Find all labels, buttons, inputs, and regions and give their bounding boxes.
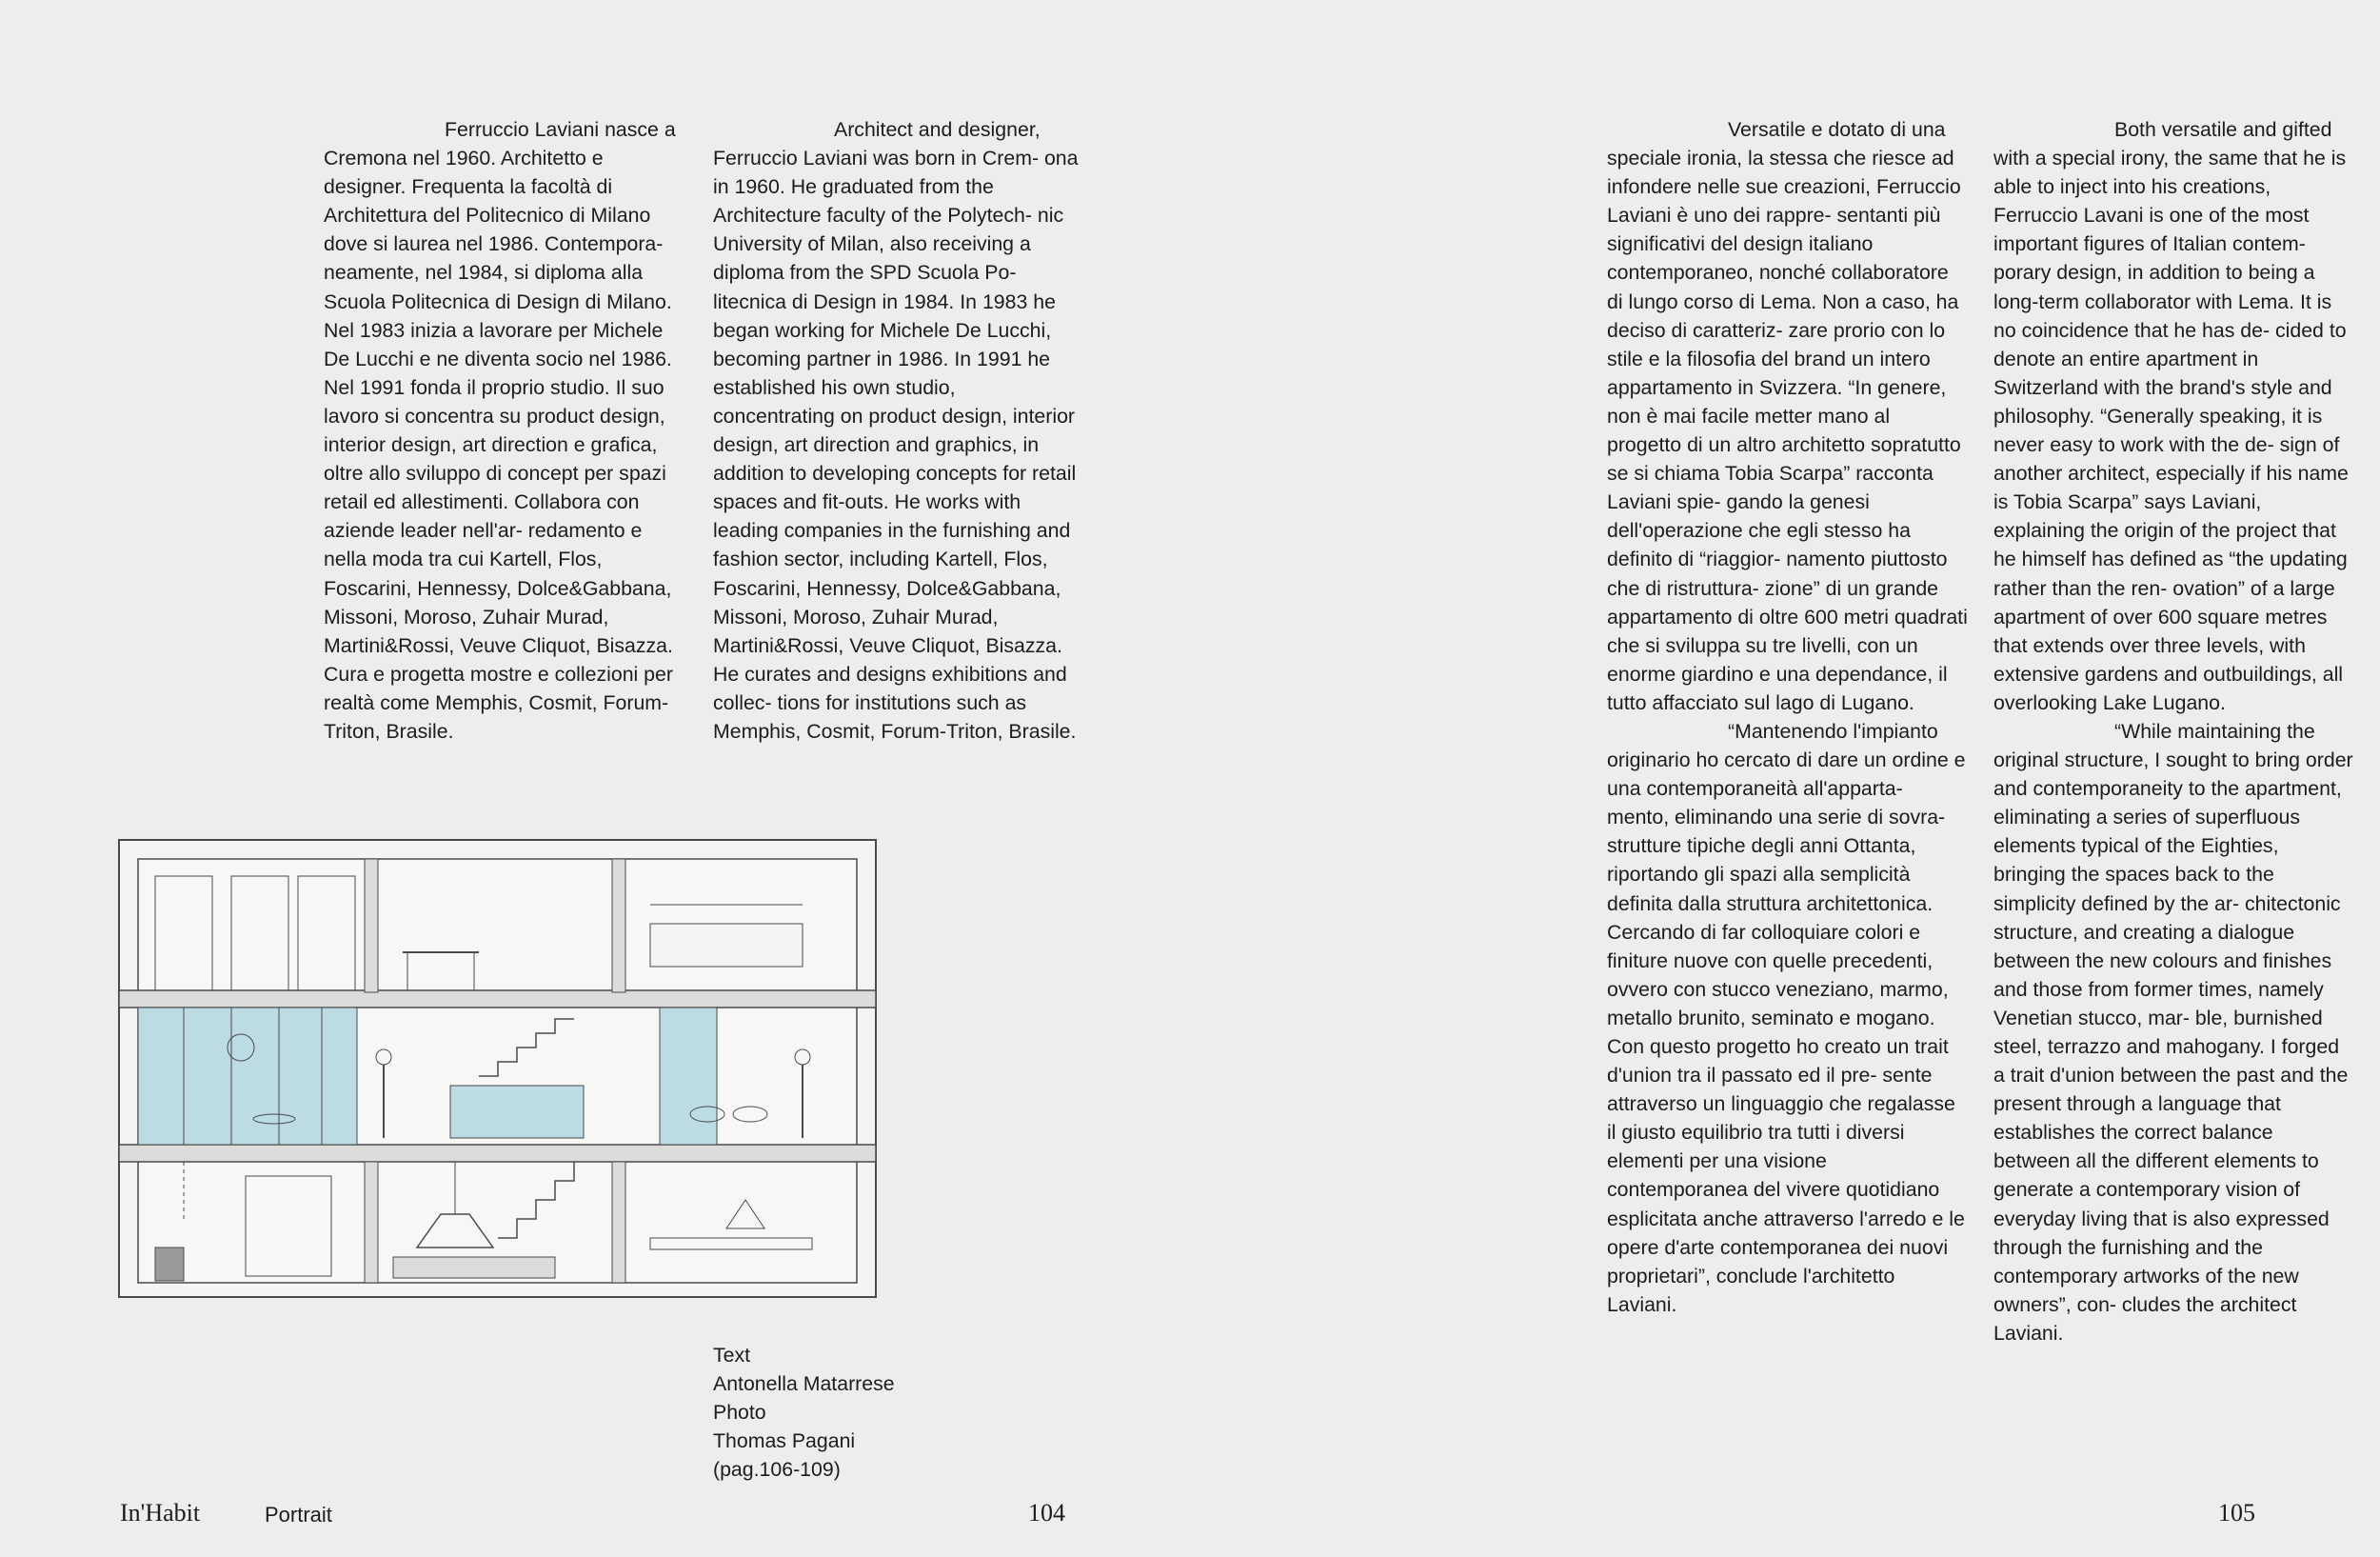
article-italian-column [1607,115,1969,1319]
bio-english-column [713,115,1080,746]
credit-photo-author: Thomas Pagani [713,1429,856,1453]
credit-pages: (pag.106-109) [713,1458,841,1482]
article-english-paragraph-2: “While maintaining the original structure, I sought to bring order and contemporaneity to the apartment, eliminating a series of superfluous elements typical of the Eighties, bringing the spaces back to the simplicity defined by the ar- chitectonic structure, and creating a dialogue between the new colours and finishes and those from former times, namely Venetian stucco, mar- ble, burnished steel, terrazzo and mahogany. I forged a trait d'union between the past and the present through a language that establishes the correct balance between all the different elements to generate a contemporary vision of everyday living that is also expressed through the furnishing and the contemporary artworks of the new owners”, con- cludes the architect Laviani. [1993,719,2353,1345]
page-number-left: 104 [1028,1499,1065,1527]
article-italian-paragraph-2: “Mantenendo l'impianto originario ho cercato di dare un ordine e una contemporaneità all'apparta- mento, eliminando una serie di sovra- strutture tipiche degli anni Ottanta, riportando gli spazi alla semplicità definita dalla struttura architettonica. Cercando di far colloquiare colori e finiture nuove con quelle precedenti, ovvero con stucco veneziano, marmo, metallo brunito, seminato e mogano. Con questo progetto ho creato un trait d'union tra il passato ed il pre- sente attraverso un linguaggio che regalasse il giusto equilibrio tra tutti i diversi elementi per una visione contemporanea del vivere quotidiano esplicitata anche attraverso l'arredo e le opere d'arte contemporanea dei nuovi proprietari”, conclude l'architetto Laviani. [1607,719,1966,1316]
bio-italian-column [324,115,685,746]
house-section-drawing [117,838,879,1300]
bio-italian-paragraph: Ferruccio Laviani nasce a Cremona nel 1960. Architetto e designer. Frequenta la facoltà di Architettura del Politecnico di Milano dove si laurea nel 1986. Contempora- neamente, nel 1984, si diploma alla Scuola Politecnica di Design di Milano. Nel 1983 inizia a lavorare per Michele De Lucchi e ne diventa socio nel 1986. Nel 1991 fonda il proprio studio. Il suo lavoro si concentra su product design, interior design, art direction e grafica, oltre allo sviluppo di concept per spazi retail ed allestimenti. Collabora con aziende leader nell'ar- redamento e nella moda tra cui Kartell, Flos, Foscarini, Hennessy, Dolce&Gabbana, Missoni, Moroso, Zuhair Murad, Martini&Rossi, Veuve Cliquot, Bisazza. Cura e progetta mostre e collezioni per realtà come Memphis, Cosmit, Forum-Triton, Brasile. [324,118,676,743]
credit-photo-label: Photo [713,1401,766,1425]
page-number-right: 105 [2218,1499,2255,1527]
article-credits [713,1341,999,1484]
article-english-paragraph-1: Both versatile and gifted with a special irony, the same that he is able to inject into his creations, Ferruccio Lavani is one of the most important figures of Italian contem- porary design, in addition to being a long-term collaborator with Lema. It is no coincidence that he has de- cided to denote an entire apartment in Switzerland with the brand's style and philosophy. “Generally speaking, it is never easy to work with the de- sign of another architect, especially if his name is Tobia Scarpa” says Laviani, explaining the origin of the project that he himself has defined as “the updating rather than the ren- ovation” of a large apartment of over 600 square metres that extends over three levels, with extensive gardens and outbuildings, all overlooking Lake Lugano. [1993,118,2349,714]
article-english-column [1993,115,2355,1347]
section-label: Portrait [265,1503,332,1527]
article-italian-paragraph-1: Versatile e dotato di una speciale ironia, la stessa che riesce ad infondere nelle sue creazioni, Ferruccio Laviani è uno dei rappre- sentanti più significativi del design italiano contemporaneo, nonché collaboratore di lungo corso di Lema. Non a caso, ha deciso di caratteriz- zare prorio con lo stile e la filosofia del brand un intero appartamento in Svizzera. “In genere, non è mai facile metter mano al progetto di un altro architetto sopratutto se si chiama Tobia Scarpa” racconta Laviani spie- gando la genesi dell'operazione che egli stesso ha definito di “riaggior- namento piuttosto che di ristruttura- zione” di un grande appartamento di oltre 600 metri quadrati che si sviluppa su tre livelli, con un enorme giardino e una dependance, il tutto affacciato sul lago di Lugano. [1607,118,1968,714]
credit-text-author: Antonella Matarrese [713,1372,895,1396]
magazine-brand: In'Habit [120,1499,201,1527]
credit-text-label: Text [713,1344,751,1367]
bio-english-paragraph: Architect and designer, Ferruccio Laviani was born in Crem- ona in 1960. He graduated from the Architecture faculty of the Polytech- nic University of Milan, also receiving a diploma from the SPD Scuola Po- litecnica di Design in 1984. In 1983 he began working for Michele De Lucchi, becoming partner in 1986. In 1991 he established his own studio, concentrating on product design, interior design, art direction and graphics, in addition to developing concepts for retail spaces and fit-outs. He works with leading companies in the furnishing and fashion sector, including Kartell, Flos, Foscarini, Hennessy, Dolce&Gabbana, Missoni, Moroso, Zuhair Murad, Martini&Rossi, Veuve Cliquot, Bisazza. He curates and designs exhibitions and collec- tions for institutions such as Memphis, Cosmit, Forum-Triton, Brasile. [713,118,1079,743]
